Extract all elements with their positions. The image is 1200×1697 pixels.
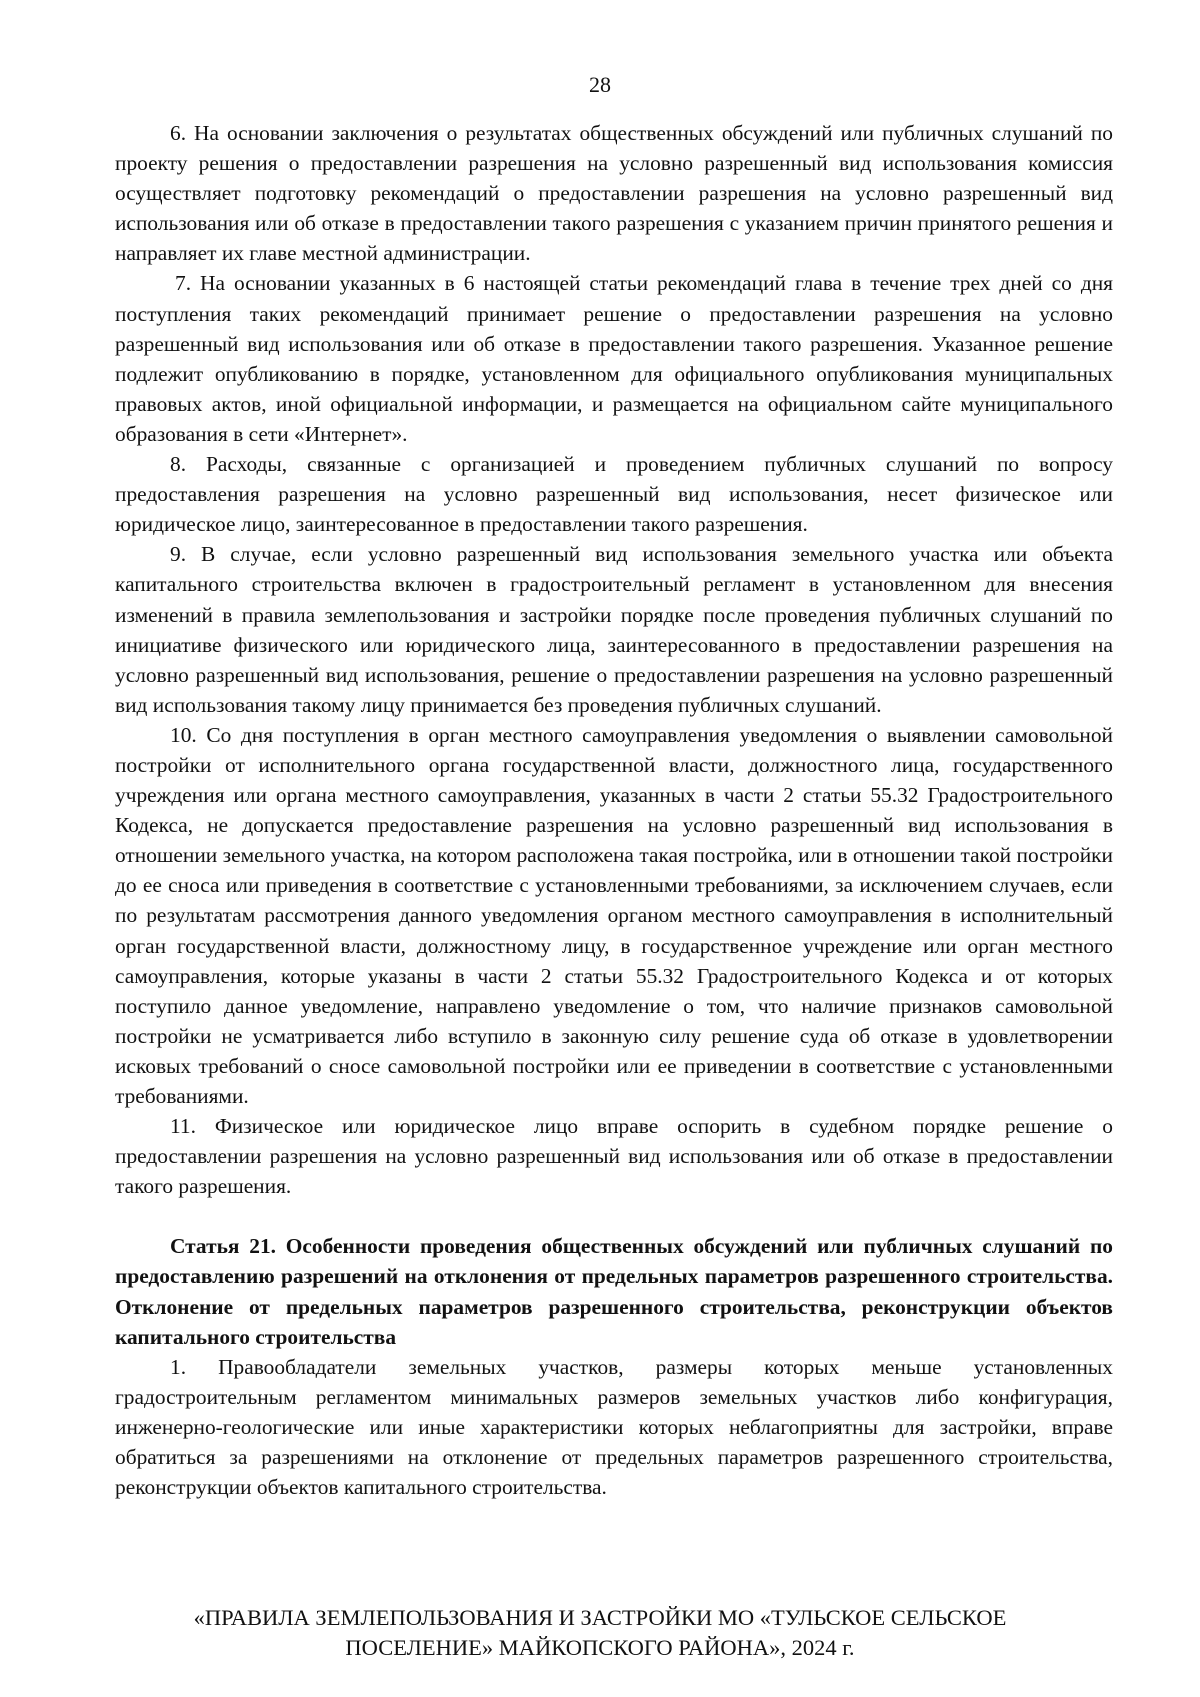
article-paragraph-1: 1. Правообладатели земельных участков, размеры которых меньше установленных градостроительным регламентом минимальных размеров земельных участков либо конфигурация, инженерно-геологические или иные характеристики которых неблагоприятны для застройки, вправе обратиться за разрешениями на отклонение от предельных параметров разрешенного строительства, реконструкции объектов капитального строительства. bbox=[115, 1354, 1113, 1500]
footer-line-2: ПОСЕЛЕНИЕ» МАЙКОПСКОГО РАЙОНА», 2024 г. bbox=[345, 1635, 855, 1660]
footer-line-1: «ПРАВИЛА ЗЕМЛЕПОЛЬЗОВАНИЯ И ЗАСТРОЙКИ МО «ТУЛЬСКОЕ СЕЛЬСКОЕ bbox=[193, 1605, 1007, 1630]
document-body bbox=[115, 118, 1113, 1502]
paragraph-11: 11. Физическое или юридическое лицо вправе оспорить в судебном порядке решение о предоставлении разрешения на условно разрешенный вид использования или об отказе в предоставлении такого разрешения. bbox=[115, 1114, 1113, 1199]
paragraph-6: 6. На основании заключения о результатах общественных обсуждений или публичных слушаний по проекту решения о предоставлении разрешения на условно разрешенный вид использования комиссия осуществляет подготовку рекомендаций о предоставлении разрешения на условно разрешенный вид использования или об отказе в предоставлении такого разрешения с указанием причин принятого решения и направляет их главе местной администрации. bbox=[115, 121, 1113, 266]
paragraph-9: 9. В случае, если условно разрешенный вид использования земельного участка или объекта капитального строительства включен в градостроительный регламент в установленном для внесения изменений в правила землепользования и застройки порядке после проведения публичных слушаний по инициативе физического или юридического лица, заинтересованного в предоставлении разрешения на условно разрешенный вид использования, решение о предоставлении разрешения на условно разрешенный вид использования такому лицу принимается без проведения публичных слушаний. bbox=[115, 542, 1113, 717]
paragraph-8: 8. Расходы, связанные с организацией и проведением публичных слушаний по вопросу предоставления разрешения на условно разрешенный вид использования, несет физическое или юридическое лицо, заинтересованное в предоставлении такого разрешения. bbox=[115, 452, 1113, 537]
page-number: 28 bbox=[589, 72, 611, 97]
article-heading: Статья 21. Особенности проведения общественных обсуждений или публичных слушаний по предоставлению разрешений на отклонения от предельных параметров разрешенного строительства. Отклонение от предельных параметров разрешенного строительства, реконструкции объектов капитального строительства bbox=[115, 1234, 1113, 1349]
document-footer bbox=[0, 1603, 1200, 1663]
paragraph-10: 10. Со дня поступления в орган местного самоуправления уведомления о выявлении самовольной постройки от исполнительного органа государственной власти, должностного лица, государственного учреждения или органа местного самоуправления, указанных в части 2 статьи 55.32 Градостроительного Кодекса, не допускается предоставление разрешения на условно разрешенный вид использования в отношении земельного участка, на котором расположена такая постройка, или в отношении такой постройки до ее сноса или приведения в соответствие с установленными требованиями, за исключением случаев, если по результатам рассмотрения данного уведомления органом местного самоуправления в исполнительный орган государственной власти, должностному лицу, в государственное учреждение или орган местного самоуправления, которые указаны в части 2 статьи 55.32 Градостроительного Кодекса и от которых поступило данное уведомление, направлено уведомление о том, что наличие признаков самовольной постройки не усматривается либо вступило в законную силу решение суда об отказе в удовлетворении исковых требований о сносе самовольной постройки или ее приведении в соответствие с установленными требованиями. bbox=[115, 722, 1113, 1108]
paragraph-7: 7. На основании указанных в 6 настоящей статьи рекомендаций глава в течение трех дней со дня поступления таких рекомендаций принимает решение о предоставлении разрешения на условно разрешенный вид использования или об отказе в предоставлении такого разрешения. Указанное решение подлежит опубликованию в порядке, установленном для официального опубликования муниципальных правовых актов, иной официальной информации, и размещается на официальном сайте муниципального образования в сети «Интернет». bbox=[115, 271, 1113, 446]
